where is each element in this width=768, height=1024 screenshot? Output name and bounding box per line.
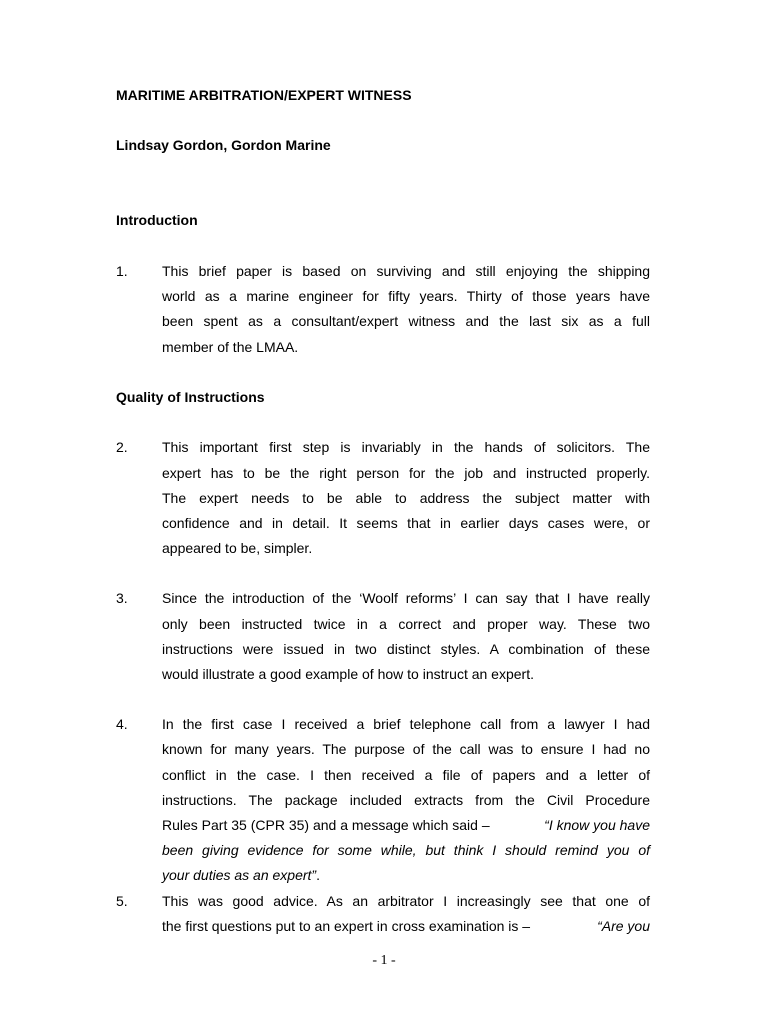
author-line: Lindsay Gordon, Gordon Marine bbox=[116, 137, 331, 153]
section-heading-quality: Quality of Instructions bbox=[116, 389, 265, 405]
quote-text: your duties as an expert” bbox=[162, 867, 317, 883]
quote-text: “Are you bbox=[597, 918, 650, 934]
section-heading-introduction: Introduction bbox=[116, 212, 198, 228]
quote-line bbox=[162, 866, 320, 884]
paragraph-line: This important first step is invariably in the hands of solicitors. The bbox=[162, 439, 650, 455]
paragraph-line: The expert needs to be able to address the subject matter with bbox=[162, 490, 650, 506]
paragraph-line: would illustrate a good example of how to instruct an expert. bbox=[162, 666, 534, 682]
paragraph-number: 3. bbox=[116, 590, 128, 606]
paragraph-line: In the first case I received a brief telephone call from a lawyer I had bbox=[162, 716, 650, 732]
page-number-footer: - 1 - bbox=[372, 953, 396, 968]
paragraph-line: only been instructed twice in a correct and proper way. These two bbox=[162, 616, 650, 632]
paragraph-line: instructions were issued in two distinct styles. A combination of these bbox=[162, 641, 650, 657]
paragraph-line: instructions. The package included extracts from the Civil Procedure bbox=[162, 792, 650, 808]
paragraph-line: This brief paper is based on surviving and still enjoying the shipping bbox=[162, 263, 650, 279]
paragraph-line: confidence and in detail. It seems that in earlier days cases were, or bbox=[162, 515, 650, 531]
paragraph-line: world as a marine engineer for fifty years. Thirty of those years have bbox=[162, 288, 650, 304]
paragraph-line-text: Rules Part 35 (CPR 35) and a message which said – bbox=[162, 817, 490, 833]
paragraph-number: 1. bbox=[116, 263, 128, 279]
paragraph-number: 4. bbox=[116, 716, 128, 732]
document-title: MARITIME ARBITRATION/EXPERT WITNESS bbox=[116, 87, 412, 103]
quote-line: been giving evidence for some while, but think I should remind you of bbox=[162, 842, 650, 858]
paragraph-line: expert has to be the right person for the job and instructed properly. bbox=[162, 465, 650, 481]
paragraph-line-with-quote bbox=[162, 917, 650, 935]
paragraph-number: 2. bbox=[116, 439, 128, 455]
paragraph-line: known for many years. The purpose of the call was to ensure I had no bbox=[162, 741, 650, 757]
paragraph-line-text: the first questions put to an expert in cross examination is – bbox=[162, 918, 531, 934]
paragraph-line: appeared to be, simpler. bbox=[162, 540, 313, 556]
paragraph-line: member of the LMAA. bbox=[162, 339, 299, 355]
paragraph-line: Since the introduction of the ‘Woolf reforms’ I can say that I have really bbox=[162, 590, 650, 606]
quote-text: “I know you have bbox=[544, 817, 650, 833]
paragraph-line: This was good advice. As an arbitrator I increasingly see that one of bbox=[162, 893, 650, 909]
paragraph-number: 5. bbox=[116, 893, 128, 909]
quote-end: . bbox=[316, 867, 320, 883]
paragraph-line-with-quote bbox=[162, 816, 650, 834]
paragraph-line: conflict in the case. I then received a file of papers and a letter of bbox=[162, 767, 650, 783]
paragraph-line: been spent as a consultant/expert witness and the last six as a full bbox=[162, 313, 650, 329]
